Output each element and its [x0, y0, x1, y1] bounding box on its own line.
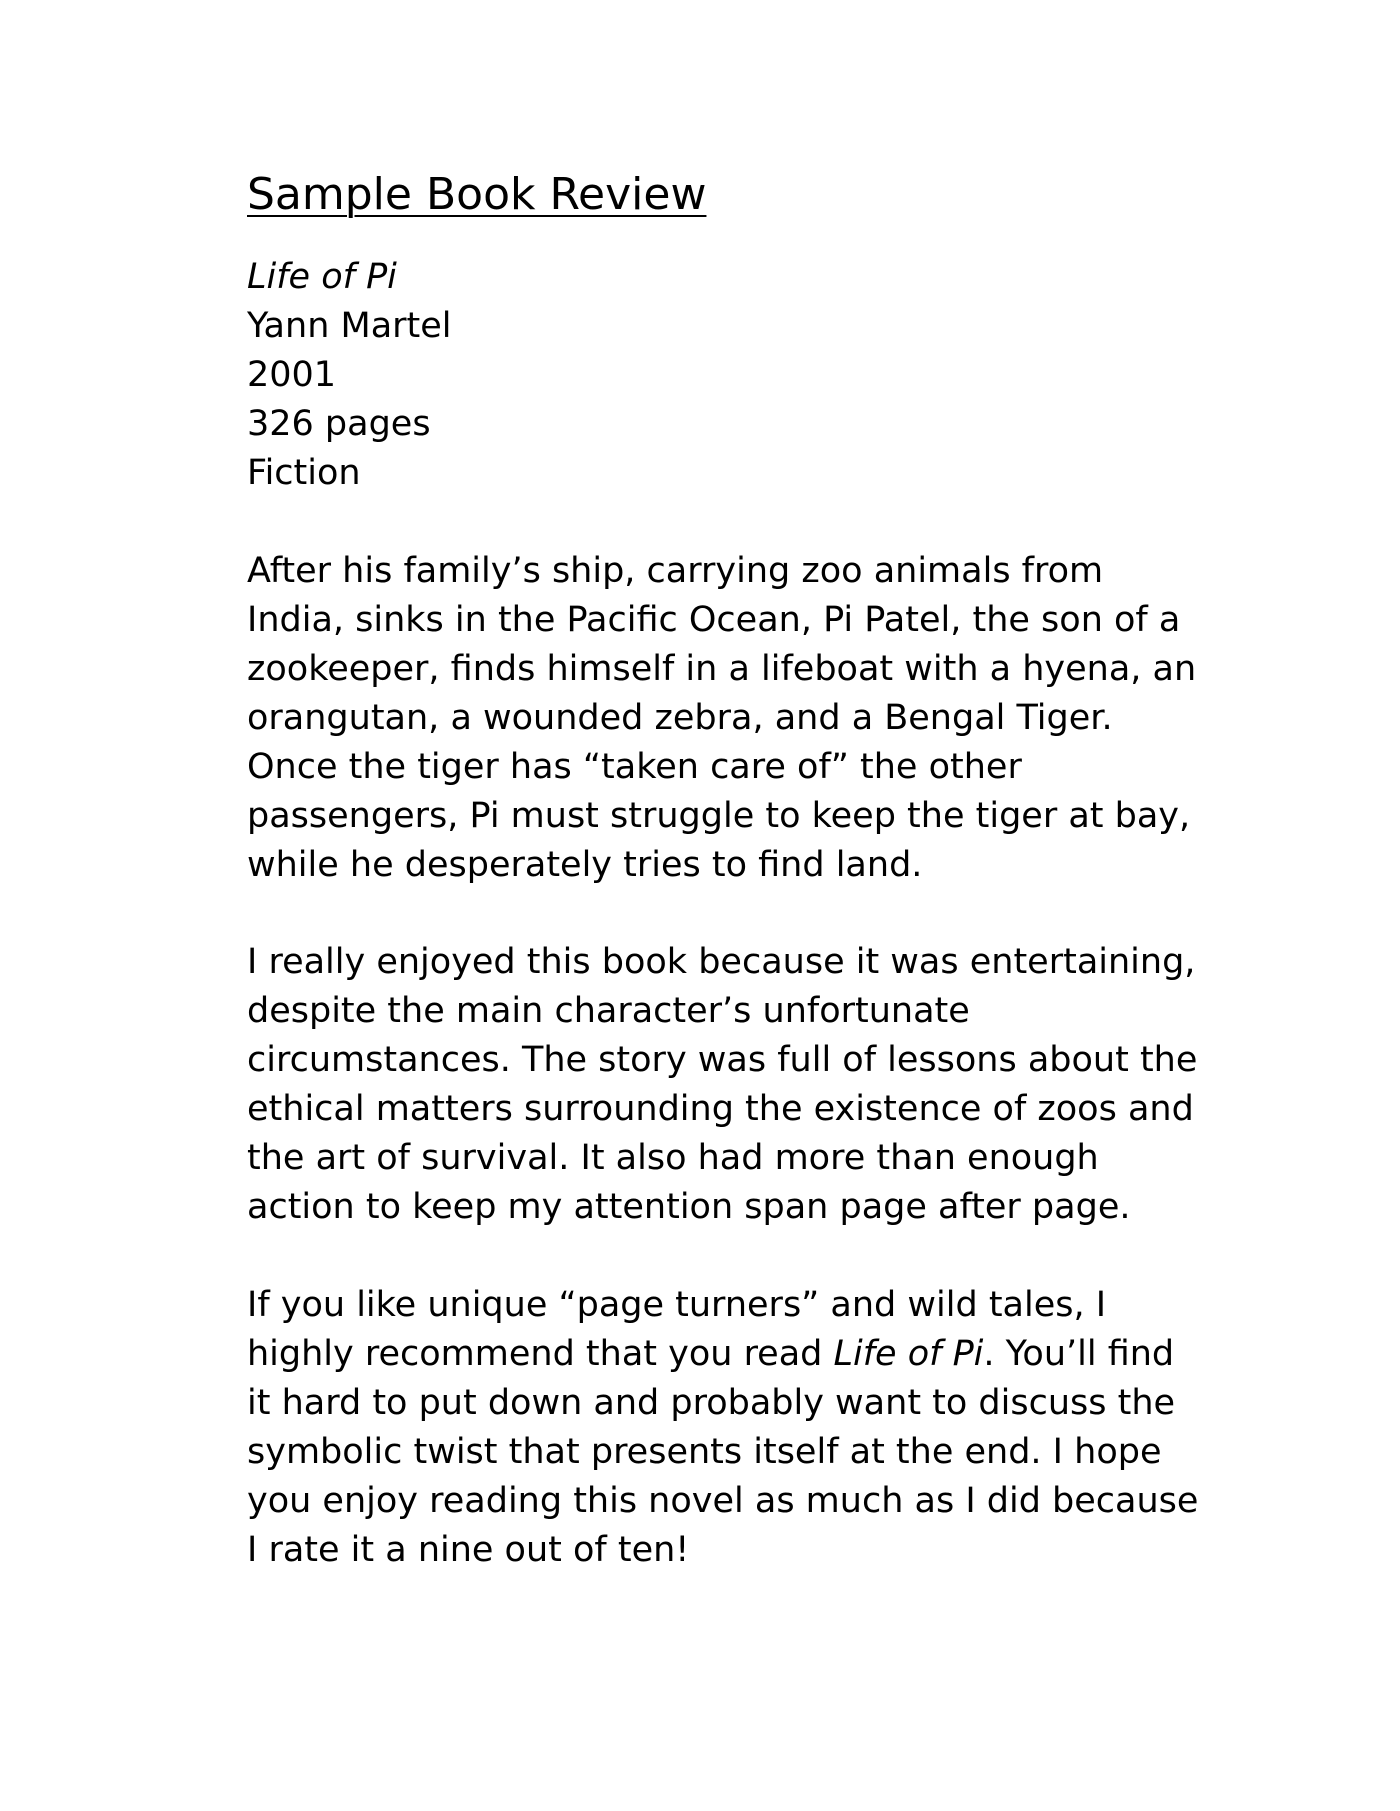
summary-line: India, sinks in the Pacific Ocean, Pi Patel, the son of a: [247, 600, 1181, 640]
recommendation-book-title: Life of Pi: [833, 1334, 984, 1374]
book-genre: Fiction: [247, 453, 361, 493]
book-review-page: [247, 165, 1247, 1575]
opinion-line: circumstances. The story was full of lessons about the: [247, 1040, 1198, 1080]
opinion-line: action to keep my attention span page after page.: [247, 1187, 1131, 1227]
summary-line: passengers, Pi must struggle to keep the tiger at bay,: [247, 796, 1191, 836]
recommendation-line: If you like unique “page turners” and wild tales, I: [247, 1285, 1107, 1325]
summary-paragraph: [247, 547, 1247, 890]
page-title: Sample Book Review: [247, 169, 707, 220]
recommendation-line: it hard to put down and probably want to discuss the: [247, 1383, 1176, 1423]
summary-line: zookeeper, finds himself in a lifeboat with a hyena, an: [247, 649, 1197, 689]
recommendation-line: [247, 1330, 1247, 1379]
book-pages: 326 pages: [247, 404, 431, 444]
opinion-line: despite the main character’s unfortunate: [247, 991, 970, 1031]
recommendation-paragraph: [247, 1281, 1247, 1575]
recommendation-line: you enjoy reading this novel as much as I did because: [247, 1481, 1199, 1521]
recommendation-text: . You’ll find: [983, 1334, 1175, 1374]
summary-line: Once the tiger has “taken care of” the other: [247, 747, 1022, 787]
summary-line: After his family’s ship, carrying zoo animals from: [247, 551, 1104, 591]
opinion-paragraph: [247, 938, 1247, 1232]
recommendation-line: symbolic twist that presents itself at the end. I hope: [247, 1432, 1162, 1472]
opinion-line: I really enjoyed this book because it was entertaining,: [247, 942, 1196, 982]
recommendation-text: highly recommend that you read: [247, 1334, 834, 1374]
book-title: Life of Pi: [247, 257, 397, 297]
summary-line: while he desperately tries to find land.: [247, 845, 923, 885]
summary-line: orangutan, a wounded zebra, and a Bengal Tiger.: [247, 698, 1113, 738]
book-author: Yann Martel: [247, 306, 452, 346]
opinion-line: the art of survival. It also had more than enough: [247, 1138, 1099, 1178]
opinion-line: ethical matters surrounding the existence of zoos and: [247, 1089, 1194, 1129]
book-year: 2001: [247, 355, 337, 395]
book-info: [247, 253, 1247, 498]
recommendation-line: I rate it a nine out of ten!: [247, 1530, 690, 1570]
